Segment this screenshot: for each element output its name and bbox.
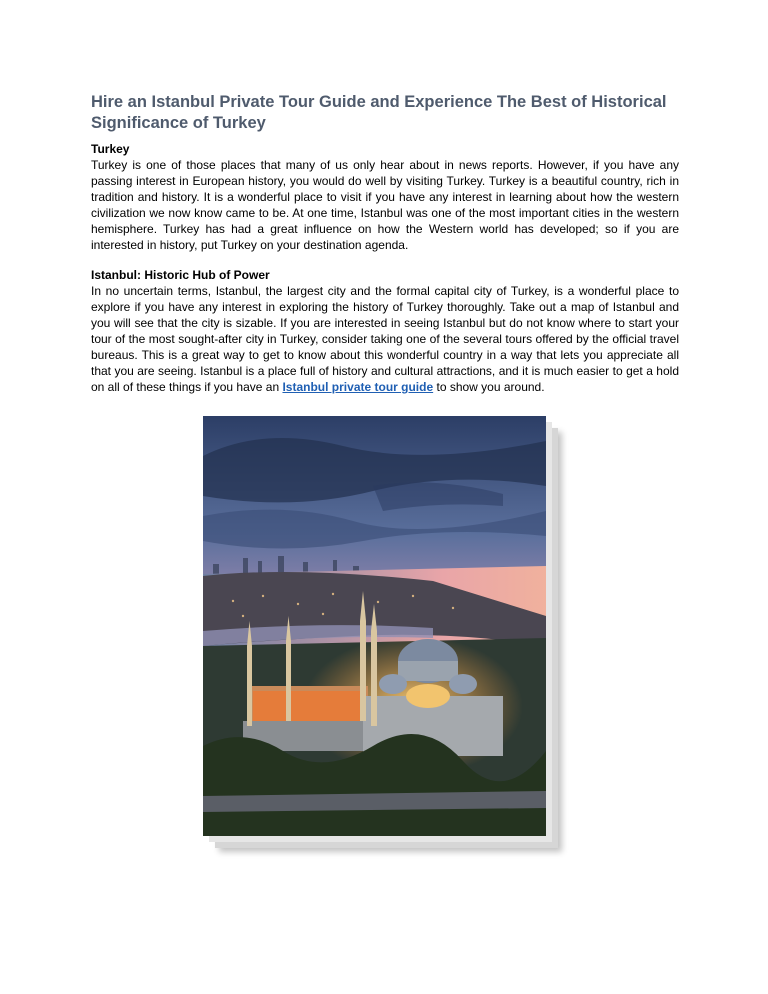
istanbul-tour-guide-link[interactable]: Istanbul private tour guide: [282, 380, 434, 394]
body-text-before-link: In no uncertain terms, Istanbul, the largest city and the formal capital city of Turkey, is a wonderful place to explore if you have any interest in exploring the history of Turkey thoroughly. Take out a map of Istanbul and you will see that the city is sizable. If you are interested in seeing Istanbul but do not know where to start your tour of the most sought-after city in Turkey, consider taking one of the several tours offered by the official travel bureaus. This is a great way to get to know about this wonderful country in a way that lets you appreciate all that you are seeing. Istanbul is a place full of history and cultural attractions, and it is much easier to get a hold on all of these things if you have an: [91, 284, 679, 394]
section-heading-turkey: Turkey: [91, 142, 130, 156]
section-heading-istanbul: Istanbul: Historic Hub of Power: [91, 268, 270, 282]
document-title: Hire an Istanbul Private Tour Guide and Experience The Best of Historical Significance of Turkey: [91, 93, 667, 132]
section-body-turkey: Turkey is one of those places that many of us only hear about in news reports. However, if you have any passing interest in European history, you would do well by visiting Turkey. Turkey is a beautiful country, rich in tradition and history. It is a wonderful place to visit if you have any interest in learning about how the western civilization we now know came to be. At one time, Istanbul was one of the most important cities in the western hemisphere. Turkey has had a great influence on how the Western world has developed; so if you are interested in history, put Turkey on your destination agenda.: [91, 158, 679, 252]
section-body-istanbul: [91, 283, 679, 395]
mosque-photo-illustration: [203, 416, 546, 836]
istanbul-mosque-photo: [203, 416, 546, 836]
document-page: [91, 92, 679, 395]
body-text-after-link: to show you around.: [433, 380, 545, 394]
section-turkey: [91, 141, 679, 253]
section-istanbul: [91, 267, 679, 395]
